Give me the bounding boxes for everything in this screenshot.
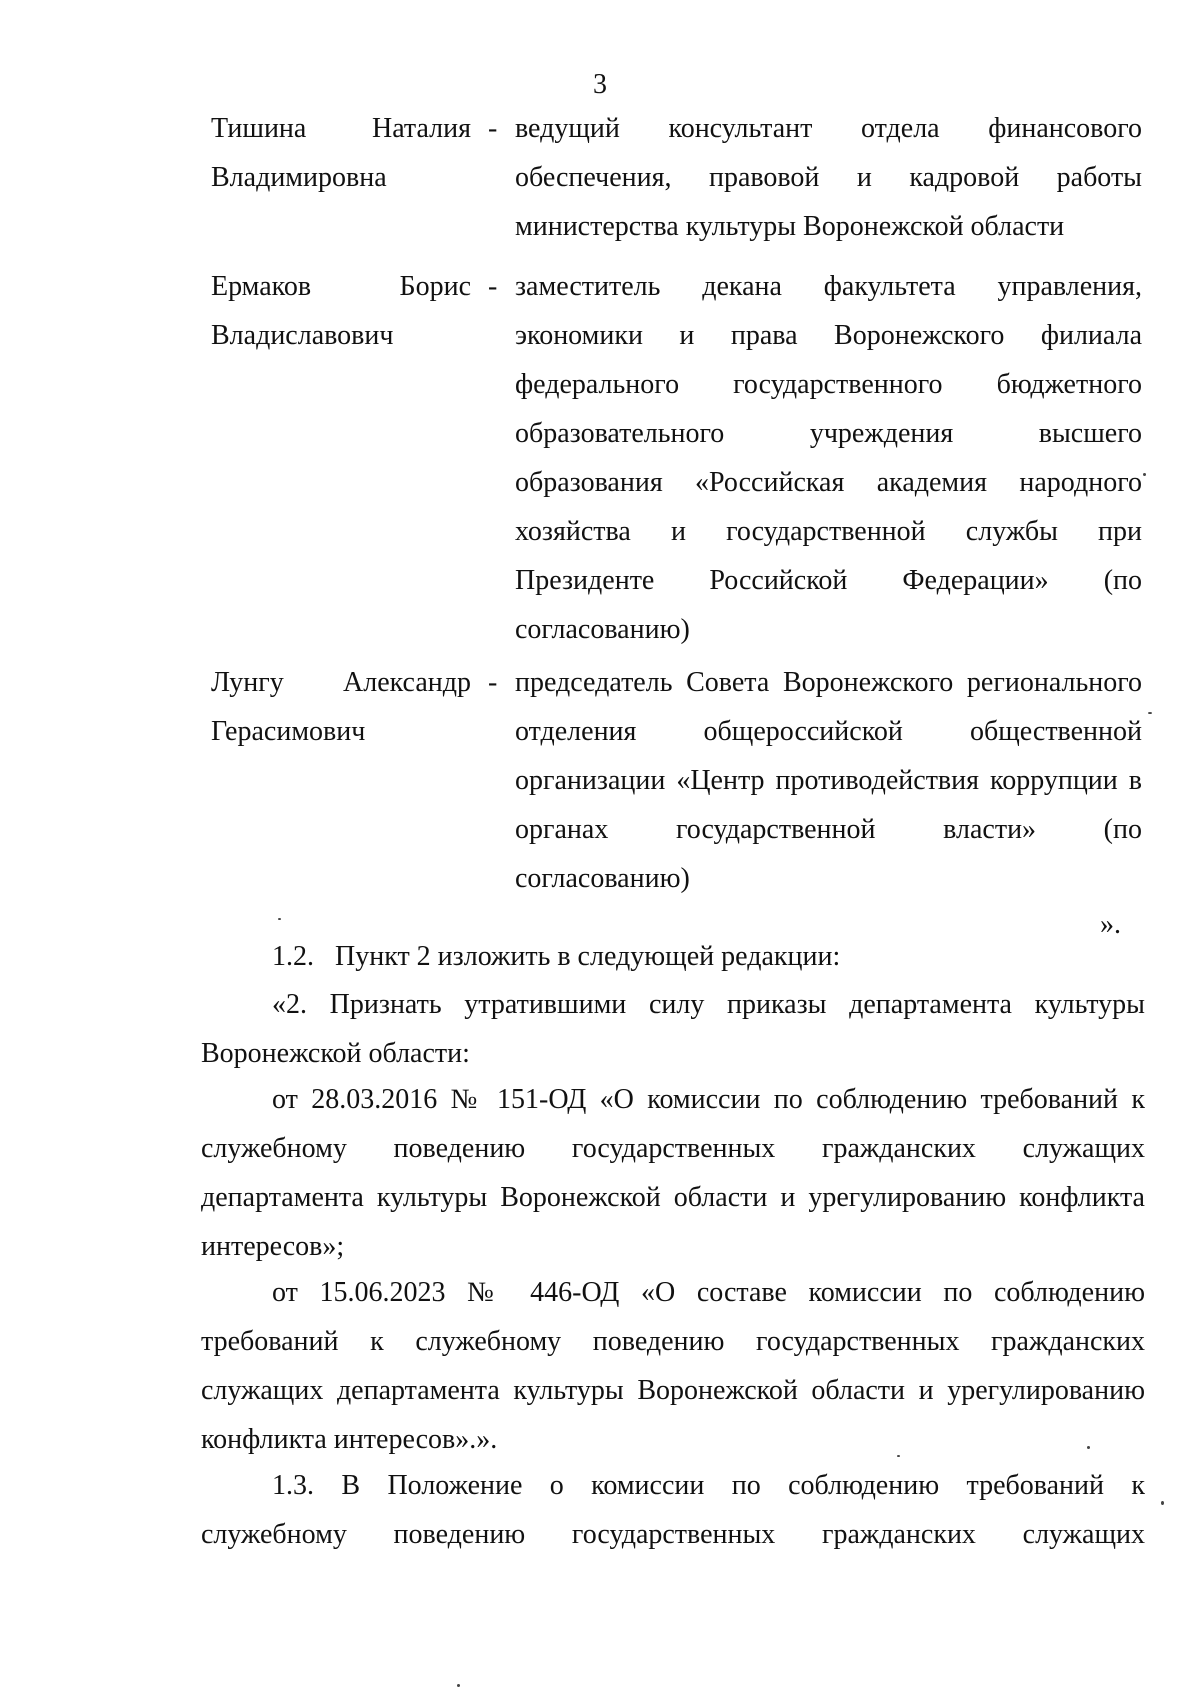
member-name <box>211 262 471 360</box>
member-description <box>515 262 1142 654</box>
description-line: согласованию) <box>515 614 690 645</box>
paragraph-1-3 <box>201 1461 1145 1559</box>
description-line: председатель Совета Воронежского регионального <box>515 667 1142 698</box>
scan-speck <box>278 918 281 920</box>
member-name-first-line <box>211 658 471 707</box>
page-number: 3 <box>593 69 607 100</box>
paragraph-line: служебному поведению государственных гражданских служащих <box>201 1133 1145 1164</box>
member-name-first-line <box>211 262 471 311</box>
paragraph-line: от 28.03.2016 № 151-ОД «О комиссии по соблюдению требований к <box>272 1084 1145 1115</box>
description-line: министерства культуры Воронежской области <box>515 211 1065 242</box>
member-surname: Лунгу <box>211 667 284 698</box>
paragraph-1-2 <box>201 932 1145 981</box>
paragraph-item-2 <box>201 980 1145 1078</box>
paragraph-line: «2. Признать утратившими силу приказы департамента культуры <box>272 989 1145 1020</box>
member-patronymic: Владимировна <box>211 162 387 193</box>
member-name-first-line <box>211 104 471 153</box>
member-name <box>211 658 471 756</box>
scan-speck <box>1087 1446 1090 1449</box>
paragraph-line: служащих департамента культуры Воронежской области и урегулированию <box>201 1375 1145 1406</box>
scan-speck <box>897 1455 900 1457</box>
paragraph-line: интересов»; <box>201 1231 345 1262</box>
member-description <box>515 104 1142 251</box>
member-patronymic: Владиславович <box>211 320 394 351</box>
description-line: экономики и права Воронежского филиала <box>515 320 1142 351</box>
description-line: согласованию) <box>515 863 690 894</box>
description-line: образования «Российская академия народного <box>515 467 1142 498</box>
paragraph-order-2023 <box>201 1268 1145 1464</box>
member-dash: - <box>488 113 498 144</box>
description-line: Президенте Российской Федерации» (по <box>515 565 1142 596</box>
description-line: организации «Центр противодействия коррупции в <box>515 765 1142 796</box>
member-first-name: Наталия <box>371 113 471 144</box>
member-description <box>515 658 1142 903</box>
paragraph-line: Воронежской области: <box>201 1038 470 1069</box>
member-first-name: Борис <box>399 271 471 302</box>
description-line: федерального государственного бюджетного <box>515 369 1142 400</box>
paragraph-line: конфликта интересов».». <box>201 1424 498 1455</box>
description-line: обеспечения, правовой и кадровой работы <box>515 162 1142 193</box>
paragraph-line: требований к служебному поведению государственных гражданских <box>201 1326 1145 1357</box>
member-name <box>211 104 471 202</box>
member-dash: - <box>488 667 498 698</box>
paragraph-line: от 15.06.2023 № 446-ОД «О составе комиссии по соблюдению <box>272 1277 1145 1308</box>
closing-quote: ». <box>1100 909 1121 940</box>
member-dash: - <box>488 271 498 302</box>
paragraph-order-2016 <box>201 1075 1145 1271</box>
paragraph-line: служебному поведению государственных гражданских служащих <box>201 1519 1145 1550</box>
member-surname: Тишина <box>211 113 307 144</box>
description-line: хозяйства и государственной службы при <box>515 516 1142 547</box>
description-line: заместитель декана факультета управления, <box>515 271 1142 302</box>
description-line: образовательного учреждения высшего <box>515 418 1142 449</box>
scan-speck <box>1148 712 1152 714</box>
scan-speck <box>1143 473 1146 476</box>
description-line: отделения общероссийской общественной <box>515 716 1142 747</box>
paragraph-line: 1.3. В Положение о комиссии по соблюдению требований к <box>272 1470 1145 1501</box>
paragraph-line: 1.2. Пункт 2 изложить в следующей редакции: <box>272 941 841 972</box>
scan-speck <box>457 1684 460 1687</box>
member-first-name: Александр <box>343 667 471 698</box>
description-line: ведущий консультант отдела финансового <box>515 113 1142 144</box>
member-patronymic: Герасимович <box>211 716 366 747</box>
paragraph-line: департамента культуры Воронежской области и урегулированию конфликта <box>201 1182 1145 1213</box>
scan-speck <box>1161 1501 1164 1505</box>
member-surname: Ермаков <box>211 271 312 302</box>
description-line: органах государственной власти» (по <box>515 814 1142 845</box>
